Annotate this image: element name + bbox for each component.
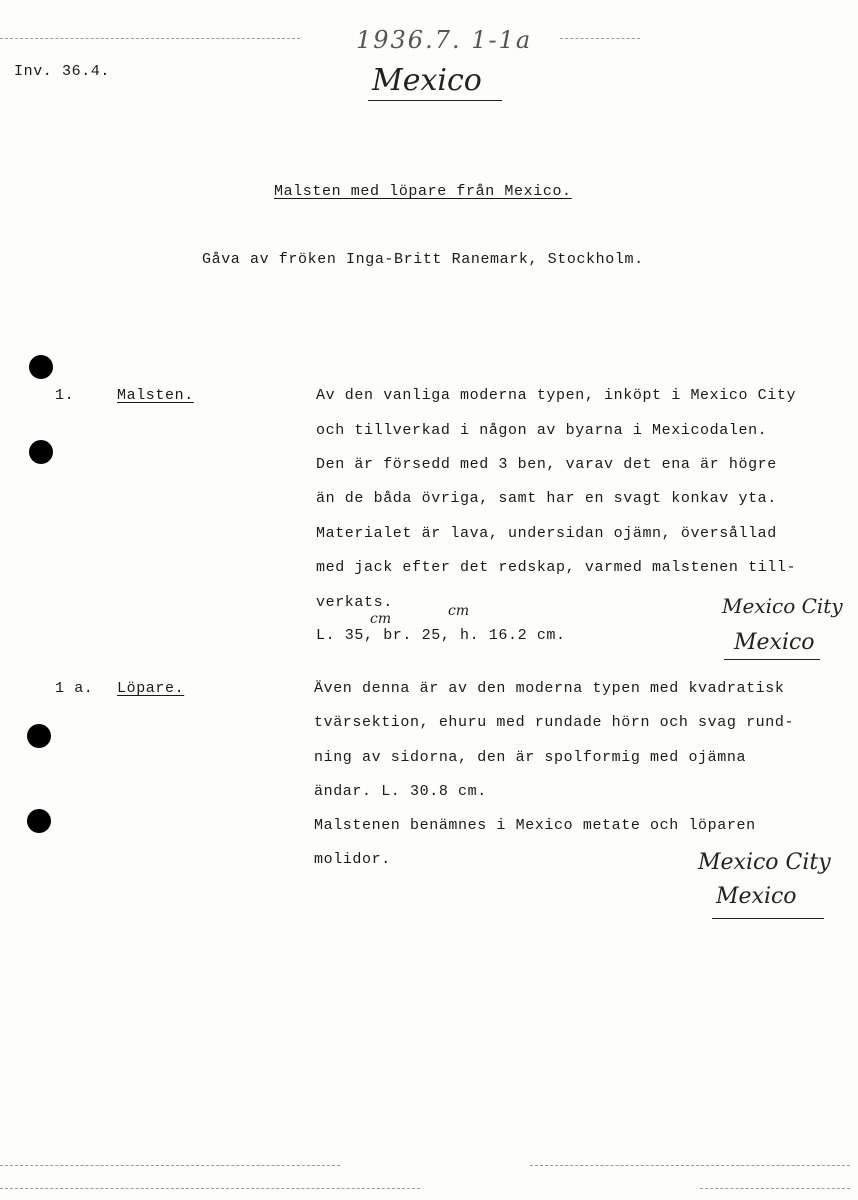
item-description-line: Malstenen benämnes i Mexico metate och löparen: [314, 817, 756, 834]
item-number: 1.: [55, 387, 75, 404]
scan-artifact-top-right: [560, 38, 640, 39]
item-description-line: ändar. L. 30.8 cm.: [314, 783, 487, 800]
scan-artifact-bottom-right: [530, 1165, 850, 1166]
annotation-underline: [724, 659, 820, 660]
handwritten-annotation-country: Mexico: [716, 884, 797, 909]
item-dimensions: L. 35, br. 25, h. 16.2 cm.: [316, 627, 566, 644]
item-description-line: Den är försedd med 3 ben, varav det ena är högre: [316, 456, 777, 473]
item-description-line: ning av sidorna, den är spolformig med ojämna: [314, 749, 747, 766]
item-description-line: och tillverkad i någon av byarna i Mexicodalen.: [316, 422, 768, 439]
item-description-line: med jack efter det redskap, varmed malstenen till-: [316, 559, 797, 576]
donor-line: Gåva av fröken Inga-Britt Ranemark, Stockholm.: [202, 251, 644, 268]
item-description-line: molidor.: [314, 851, 391, 868]
scan-artifact-bottom-2: [0, 1188, 420, 1189]
item-name: Malsten.: [117, 387, 194, 404]
handwritten-unit-mark: cm: [370, 611, 392, 627]
scan-artifact-bottom-2-right: [700, 1188, 850, 1189]
punch-hole-4: [27, 809, 51, 833]
handwritten-annotation-city: Mexico City: [722, 594, 843, 618]
item-description-line: Av den vanliga moderna typen, inköpt i Mexico City: [316, 387, 797, 404]
item-description-line: Materialet är lava, undersidan ojämn, översållad: [316, 525, 777, 542]
item-description-line: tvärsektion, ehuru med rundade hörn och svag rund-: [314, 714, 795, 731]
punch-hole-1: [29, 355, 53, 379]
punch-hole-3: [27, 724, 51, 748]
handwritten-annotation-country: Mexico: [734, 630, 815, 655]
scan-artifact-bottom: [0, 1165, 340, 1166]
item-number: 1 a.: [55, 680, 94, 697]
handwritten-country-underline: [368, 100, 502, 101]
handwritten-country: Mexico: [372, 63, 482, 98]
handwritten-annotation-city: Mexico City: [698, 850, 831, 875]
document-title: Malsten med löpare från Mexico.: [274, 183, 572, 200]
item-name: Löpare.: [117, 680, 185, 697]
item-description-line: än de båda övriga, samt har en svagt konkav yta.: [316, 490, 777, 507]
punch-hole-2: [29, 440, 53, 464]
annotation-underline: [712, 918, 824, 919]
item-description-line: verkats.: [316, 594, 393, 611]
inventory-number: Inv. 36.4.: [14, 63, 111, 80]
scan-artifact-top: [0, 38, 300, 39]
handwritten-unit-mark: cm: [448, 603, 470, 619]
item-description-line: Även denna är av den moderna typen med kvadratisk: [314, 680, 785, 697]
handwritten-catalog-number: 1936.7. 1-1a: [356, 26, 533, 54]
